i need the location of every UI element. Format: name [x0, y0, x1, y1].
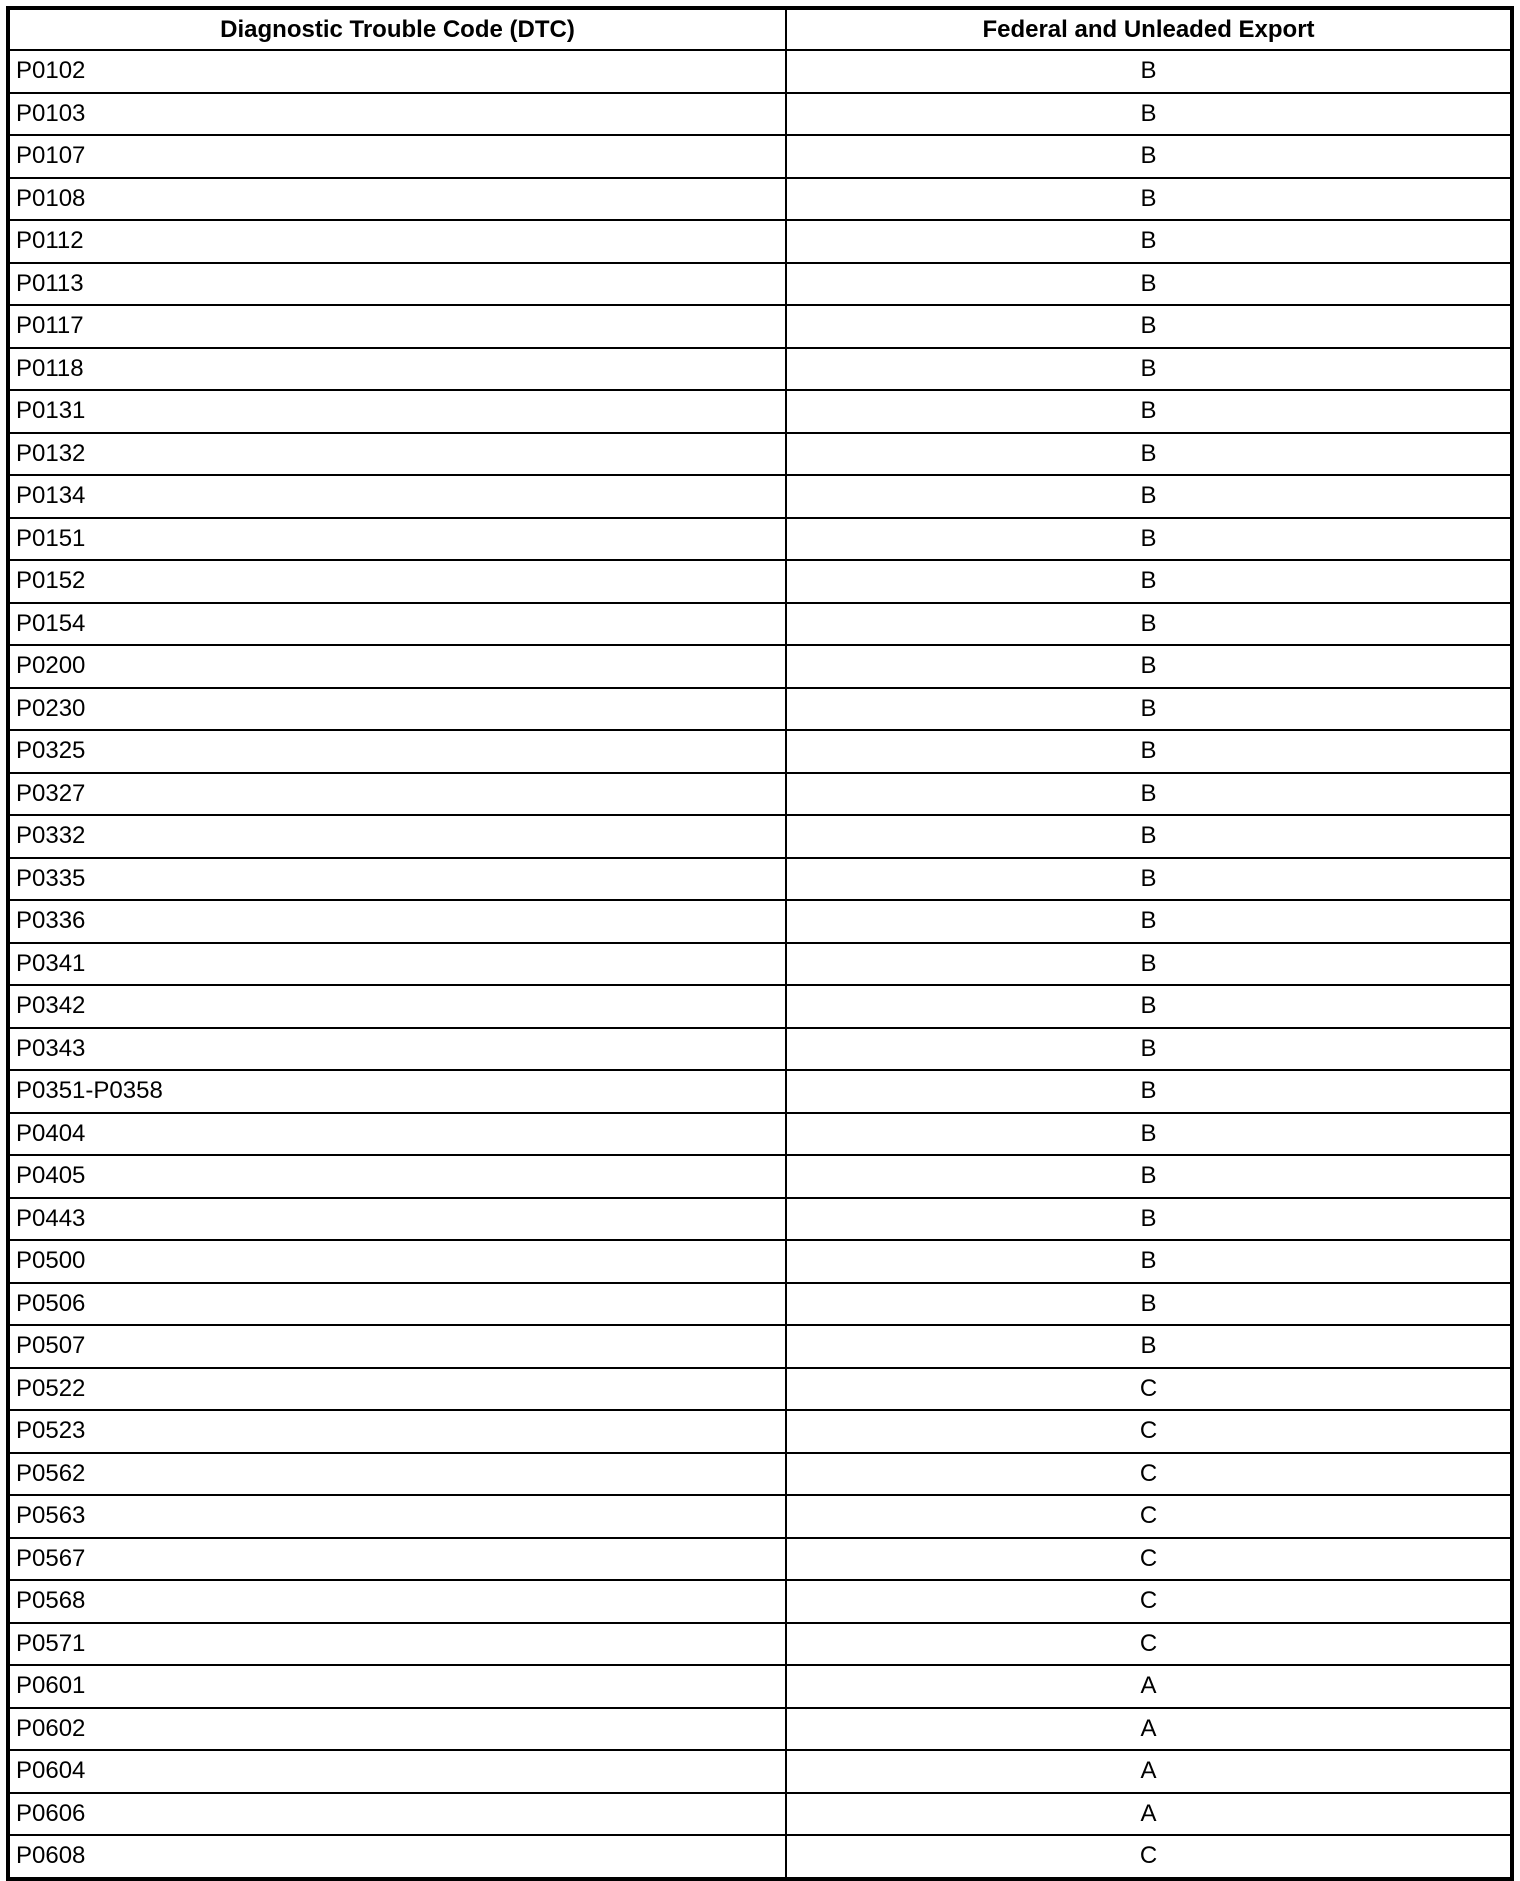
table-row [8, 305, 1512, 348]
dtc-code-cell: P0154 [8, 603, 786, 646]
federal-unleaded-export-cell: B [786, 900, 1512, 943]
table-row [8, 50, 1512, 93]
table-row [8, 900, 1512, 943]
table-row [8, 1453, 1512, 1496]
table-row [8, 1325, 1512, 1368]
federal-unleaded-export-cell: B [786, 645, 1512, 688]
dtc-code-cell: P0134 [8, 475, 786, 518]
table-row [8, 1410, 1512, 1453]
table-row [8, 1495, 1512, 1538]
table-row [8, 1070, 1512, 1113]
dtc-code-cell: P0506 [8, 1283, 786, 1326]
table-row [8, 433, 1512, 476]
table-row [8, 135, 1512, 178]
table-row [8, 730, 1512, 773]
federal-unleaded-export-cell: B [786, 815, 1512, 858]
table-row [8, 1623, 1512, 1666]
federal-unleaded-export-cell: B [786, 263, 1512, 306]
table-row [8, 1283, 1512, 1326]
table-row [8, 1580, 1512, 1623]
table-row [8, 943, 1512, 986]
dtc-code-cell: P0103 [8, 93, 786, 136]
dtc-code-cell: P0523 [8, 1410, 786, 1453]
table-row [8, 1155, 1512, 1198]
table-row [8, 773, 1512, 816]
dtc-code-cell: P0325 [8, 730, 786, 773]
federal-unleaded-export-cell: B [786, 985, 1512, 1028]
dtc-code-cell: P0113 [8, 263, 786, 306]
table-row [8, 475, 1512, 518]
dtc-code-cell: P0118 [8, 348, 786, 391]
federal-unleaded-export-cell: B [786, 1113, 1512, 1156]
dtc-code-cell: P0336 [8, 900, 786, 943]
dtc-code-cell: P0343 [8, 1028, 786, 1071]
dtc-code-cell: P0606 [8, 1793, 786, 1836]
table-row [8, 1750, 1512, 1793]
dtc-code-cell: P0152 [8, 560, 786, 603]
table-row [8, 178, 1512, 221]
federal-unleaded-export-cell: B [786, 1028, 1512, 1071]
table-row [8, 1368, 1512, 1411]
dtc-code-cell: P0563 [8, 1495, 786, 1538]
table-row [8, 858, 1512, 901]
dtc-code-cell: P0117 [8, 305, 786, 348]
table-row [8, 603, 1512, 646]
dtc-code-cell: P0200 [8, 645, 786, 688]
table-row [8, 1113, 1512, 1156]
dtc-code-cell: P0562 [8, 1453, 786, 1496]
dtc-code-cell: P0107 [8, 135, 786, 178]
dtc-code-cell: P0567 [8, 1538, 786, 1581]
table-row [8, 348, 1512, 391]
dtc-code-cell: P0443 [8, 1198, 786, 1241]
federal-unleaded-export-cell: B [786, 1240, 1512, 1283]
federal-unleaded-export-cell: B [786, 475, 1512, 518]
dtc-code-cell: P0500 [8, 1240, 786, 1283]
federal-unleaded-export-cell: B [786, 730, 1512, 773]
column-header-dtc: Diagnostic Trouble Code (DTC) [8, 8, 786, 50]
federal-unleaded-export-cell: C [786, 1495, 1512, 1538]
dtc-code-cell: P0108 [8, 178, 786, 221]
dtc-code-cell: P0601 [8, 1665, 786, 1708]
dtc-code-cell: P0571 [8, 1623, 786, 1666]
dtc-code-cell: P0131 [8, 390, 786, 433]
dtc-code-cell: P0151 [8, 518, 786, 561]
dtc-code-cell: P0507 [8, 1325, 786, 1368]
federal-unleaded-export-cell: B [786, 688, 1512, 731]
federal-unleaded-export-cell: C [786, 1410, 1512, 1453]
federal-unleaded-export-cell: A [786, 1793, 1512, 1836]
dtc-code-cell: P0132 [8, 433, 786, 476]
dtc-code-cell: P0568 [8, 1580, 786, 1623]
federal-unleaded-export-cell: B [786, 93, 1512, 136]
federal-unleaded-export-cell: B [786, 1325, 1512, 1368]
table-row [8, 1708, 1512, 1751]
table-row [8, 220, 1512, 263]
federal-unleaded-export-cell: B [786, 518, 1512, 561]
table-row [8, 985, 1512, 1028]
federal-unleaded-export-cell: B [786, 1155, 1512, 1198]
federal-unleaded-export-cell: B [786, 50, 1512, 93]
federal-unleaded-export-cell: B [786, 390, 1512, 433]
federal-unleaded-export-cell: B [786, 305, 1512, 348]
federal-unleaded-export-cell: B [786, 560, 1512, 603]
dtc-code-cell: P0608 [8, 1835, 786, 1879]
table-row [8, 390, 1512, 433]
table-row [8, 688, 1512, 731]
federal-unleaded-export-cell: B [786, 220, 1512, 263]
dtc-code-cell: P0332 [8, 815, 786, 858]
federal-unleaded-export-cell: B [786, 348, 1512, 391]
federal-unleaded-export-cell: B [786, 1198, 1512, 1241]
table-row [8, 1198, 1512, 1241]
dtc-code-cell: P0404 [8, 1113, 786, 1156]
table-body [8, 50, 1512, 1879]
federal-unleaded-export-cell: B [786, 603, 1512, 646]
dtc-code-cell: P0522 [8, 1368, 786, 1411]
federal-unleaded-export-cell: C [786, 1453, 1512, 1496]
dtc-code-cell: P0335 [8, 858, 786, 901]
federal-unleaded-export-cell: C [786, 1835, 1512, 1879]
federal-unleaded-export-cell: B [786, 135, 1512, 178]
table-row [8, 1240, 1512, 1283]
federal-unleaded-export-cell: B [786, 178, 1512, 221]
dtc-code-cell: P0351-P0358 [8, 1070, 786, 1113]
dtc-code-cell: P0230 [8, 688, 786, 731]
table-row [8, 1538, 1512, 1581]
dtc-code-cell: P0602 [8, 1708, 786, 1751]
table-row [8, 1665, 1512, 1708]
dtc-code-cell: P0112 [8, 220, 786, 263]
federal-unleaded-export-cell: C [786, 1368, 1512, 1411]
table-row [8, 815, 1512, 858]
federal-unleaded-export-cell: B [786, 943, 1512, 986]
dtc-code-cell: P0341 [8, 943, 786, 986]
federal-unleaded-export-cell: A [786, 1708, 1512, 1751]
table-row [8, 560, 1512, 603]
federal-unleaded-export-cell: B [786, 1070, 1512, 1113]
federal-unleaded-export-cell: C [786, 1623, 1512, 1666]
table-row [8, 93, 1512, 136]
federal-unleaded-export-cell: A [786, 1665, 1512, 1708]
dtc-code-cell: P0604 [8, 1750, 786, 1793]
dtc-code-cell: P0342 [8, 985, 786, 1028]
table-header-row [8, 8, 1512, 50]
table-row [8, 518, 1512, 561]
table-row [8, 263, 1512, 306]
federal-unleaded-export-cell: B [786, 773, 1512, 816]
federal-unleaded-export-cell: C [786, 1580, 1512, 1623]
federal-unleaded-export-cell: B [786, 1283, 1512, 1326]
federal-unleaded-export-cell: B [786, 433, 1512, 476]
table-row [8, 1793, 1512, 1836]
dtc-code-cell: P0102 [8, 50, 786, 93]
federal-unleaded-export-cell: B [786, 858, 1512, 901]
table-row [8, 645, 1512, 688]
dtc-code-cell: P0327 [8, 773, 786, 816]
table-row [8, 1028, 1512, 1071]
federal-unleaded-export-cell: C [786, 1538, 1512, 1581]
table-row [8, 1835, 1512, 1879]
column-header-federal-unleaded-export: Federal and Unleaded Export [786, 8, 1512, 50]
dtc-code-cell: P0405 [8, 1155, 786, 1198]
dtc-table [6, 6, 1514, 1881]
federal-unleaded-export-cell: A [786, 1750, 1512, 1793]
